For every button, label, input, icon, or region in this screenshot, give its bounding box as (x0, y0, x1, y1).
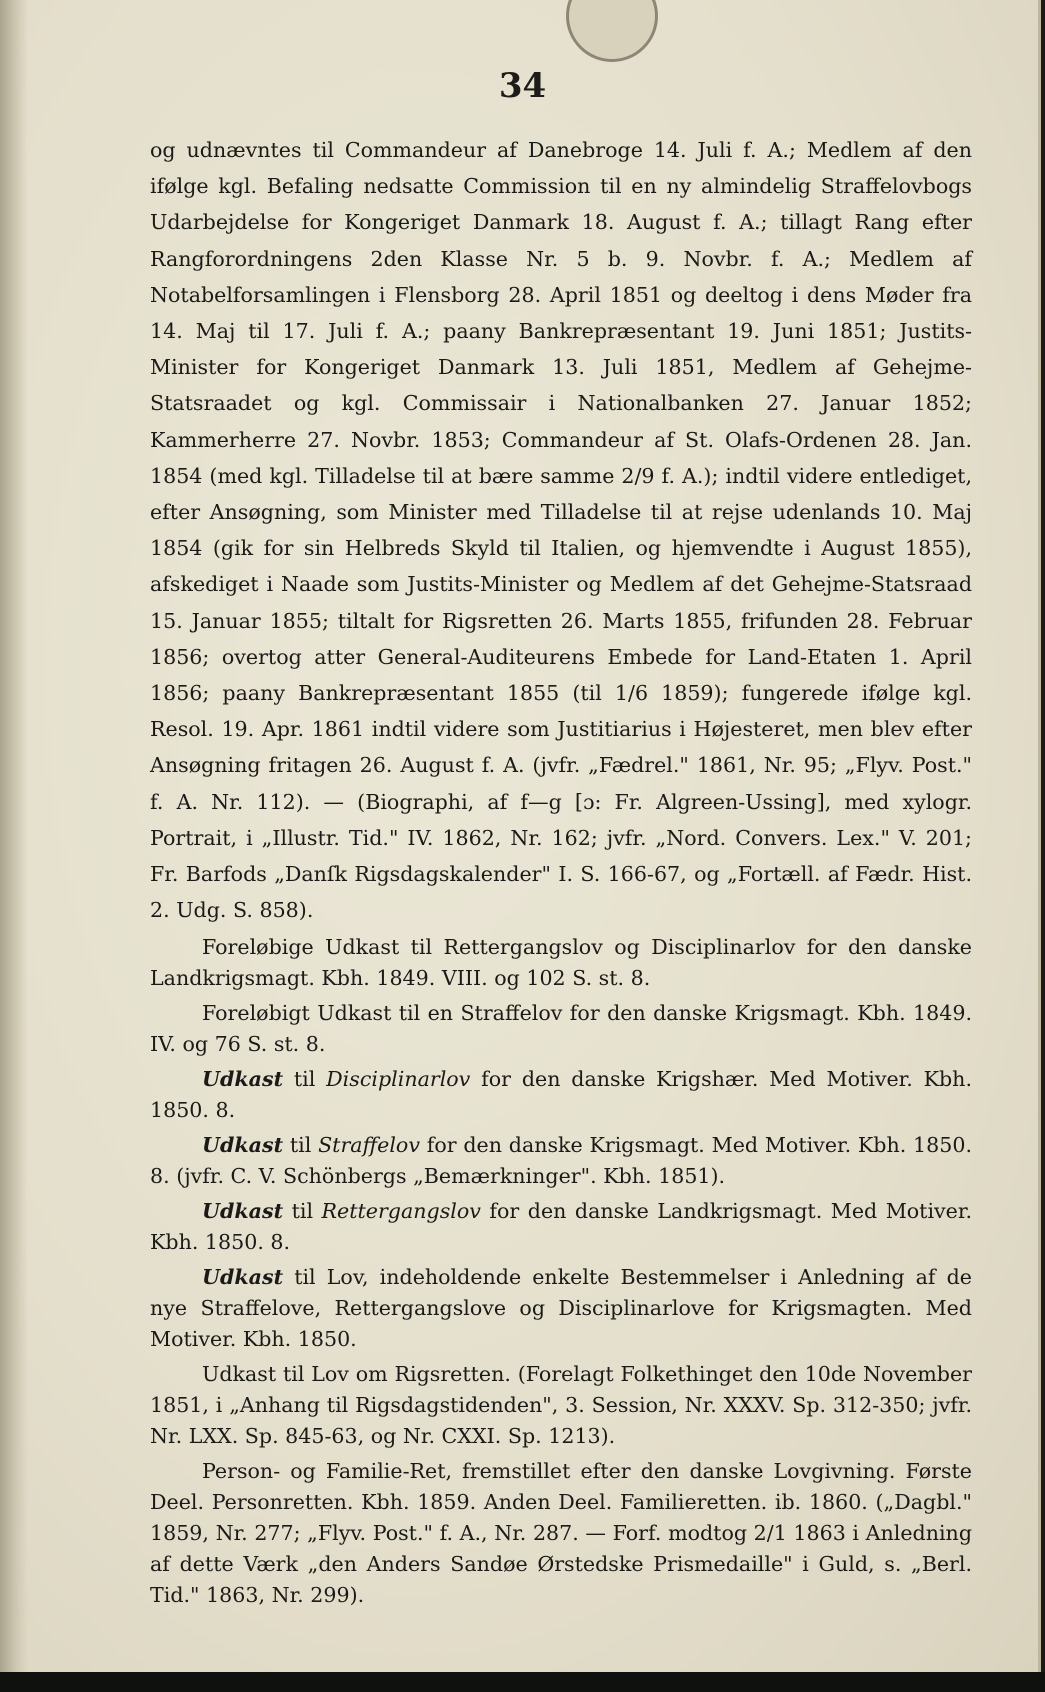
work-title: Udkast (202, 1199, 284, 1224)
work-entry (150, 932, 972, 994)
work-details: fremstillet efter den danske Lovgivning. Første Deel. Personretten. Kbh. 1859. Anden Deel. Familieretten. ib. 1860. („Dagbl." 1859, Nr. 277; „Flyv. Post." f. A., Nr. 287. — Forf. modtog 2/1 1863 i Anledning af dette Værk „den Anders Sandøe Ørstedske Prismedaille" i Guld, s. „Berl. Tid." 1863, Nr. 299). (150, 1459, 972, 1608)
work-title: Foreløbigt Udkast til en Straffelov (202, 1001, 563, 1026)
work-title: Person- og Familie-Ret, (202, 1459, 453, 1484)
work-title: Udkast (202, 1133, 284, 1158)
work-connector: til (283, 1199, 322, 1224)
work-details: for den danske Landkrigsmagt. Kbh. 1849. VIII. og 102 S. st. 8. (150, 935, 972, 991)
work-details: (Forelagt Folkethinget den 10de November 1851, i „Anhang til Rigsdagstidenden", 3. Session, Nr. XXXV. Sp. 312-350; jvfr. Nr. LXX. Sp. 845-63, og Nr. CXXI. Sp. 1213). (150, 1362, 972, 1449)
work-details: for den danske Krigshær. Med Motiver. Kbh. 1850. 8. (150, 1067, 972, 1123)
work-entry (150, 1456, 972, 1611)
work-title: Udkast (202, 1067, 284, 1092)
work-details: for den danske Krigsmagt. Med Motiver. Kbh. 1850. 8. (jvfr. C. V. Schönbergs „Bemærkninger". Kbh. 1851). (150, 1133, 972, 1189)
work-title: Udkast (202, 1265, 284, 1290)
scan-background-edge (0, 1672, 1045, 1692)
work-title: Foreløbige Udkast til Rettergangslov og Disciplinarlov (202, 935, 796, 960)
work-connector: til (283, 1133, 319, 1158)
work-entry (150, 1359, 972, 1452)
work-subject: Disciplinarlov (326, 1067, 471, 1092)
work-entry (150, 998, 972, 1060)
binder-clip (566, 0, 658, 62)
work-title: Udkast til Lov om Rigsretten. (202, 1362, 511, 1387)
work-entry (150, 1262, 972, 1355)
work-subject: Straffelov (318, 1133, 420, 1158)
page-number: 34 (498, 66, 547, 106)
work-subject: Rettergangslov (321, 1199, 481, 1224)
work-entry (150, 1196, 972, 1258)
page-body (150, 132, 972, 1611)
work-details: til Lov, indeholdende enkelte Bestemmelser i Anledning af de nye Straffelove, Rettergangslove og Disciplinarlove for Krigsmagten. Med Motiver. Kbh. 1850. (150, 1265, 972, 1352)
work-entry (150, 1064, 972, 1126)
work-entry (150, 1130, 972, 1192)
work-details: for den danske Krigsmagt. Kbh. 1849. IV. og 76 S. st. 8. (150, 1001, 972, 1057)
work-details: for den danske Landkrigsmagt. Med Motiver. Kbh. 1850. 8. (150, 1199, 972, 1255)
page-spine-shadow (0, 0, 28, 1672)
work-connector: til (283, 1067, 327, 1092)
biography-paragraph: og udnævntes til Commandeur af Danebroge 14. Juli f. A.; Medlem af den ifølge kgl. Befaling nedsatte Commission til en ny almindelig Straffelovbogs Udarbejdelse for Kongeriget Danmark 18. August f. A.; tillagt Rang efter Rangforordningens 2den Klasse Nr. 5 b. 9. Novbr. f. A.; Medlem af Notabelforsamlingen i Flensborg 28. April 1851 og deeltog i dens Møder fra 14. Maj til 17. Juli f. A.; paany Bankrepræsentant 19. Juni 1851; Justits-Minister for Kongeriget Danmark 13. Juli 1851, Medlem af Gehejme-Statsraadet og kgl. Commissair i Nationalbanken 27. Januar 1852; Kammerherre 27. Novbr. 1853; Commandeur af St. Olafs-Ordenen 28. Jan. 1854 (med kgl. Tilladelse til at bære samme 2/9 f. A.); indtil videre entlediget, efter Ansøgning, som Minister med Tilladelse til at rejse udenlands 10. Maj 1854 (gik for sin Helbreds Skyld til Italien, og hjemvendte i August 1855), afskediget i Naade som Justits-Minister og Medlem af det Gehejme-Statsraad 15. Januar 1855; tiltalt for Rigsretten 26. Marts 1855, frifunden 28. Februar 1856; overtog atter General-Auditeurens Embede for Land-Etaten 1. April 1856; paany Bankrepræsentant 1855 (til 1/6 1859); fungerede ifølge kgl. Resol. 19. Apr. 1861 indtil videre som Justitiarius i Højesteret, men blev efter Ansøgning fritagen 26. August f. A. (jvfr. „Fædrel." 1861, Nr. 95; „Flyv. Post." f. A. Nr. 112). — (Biographi, af f—g [ɔ: Fr. Algreen-Ussing], med xylogr. Portrait, i „Illustr. Tid." IV. 1862, Nr. 162; jvfr. „Nord. Convers. Lex." V. 201; Fr. Barfods „Danſk Rigsdagskalender" I. S. 166-67, og „Fortæll. af Fædr. Hist. 2. Udg. S. 858). (150, 138, 972, 923)
